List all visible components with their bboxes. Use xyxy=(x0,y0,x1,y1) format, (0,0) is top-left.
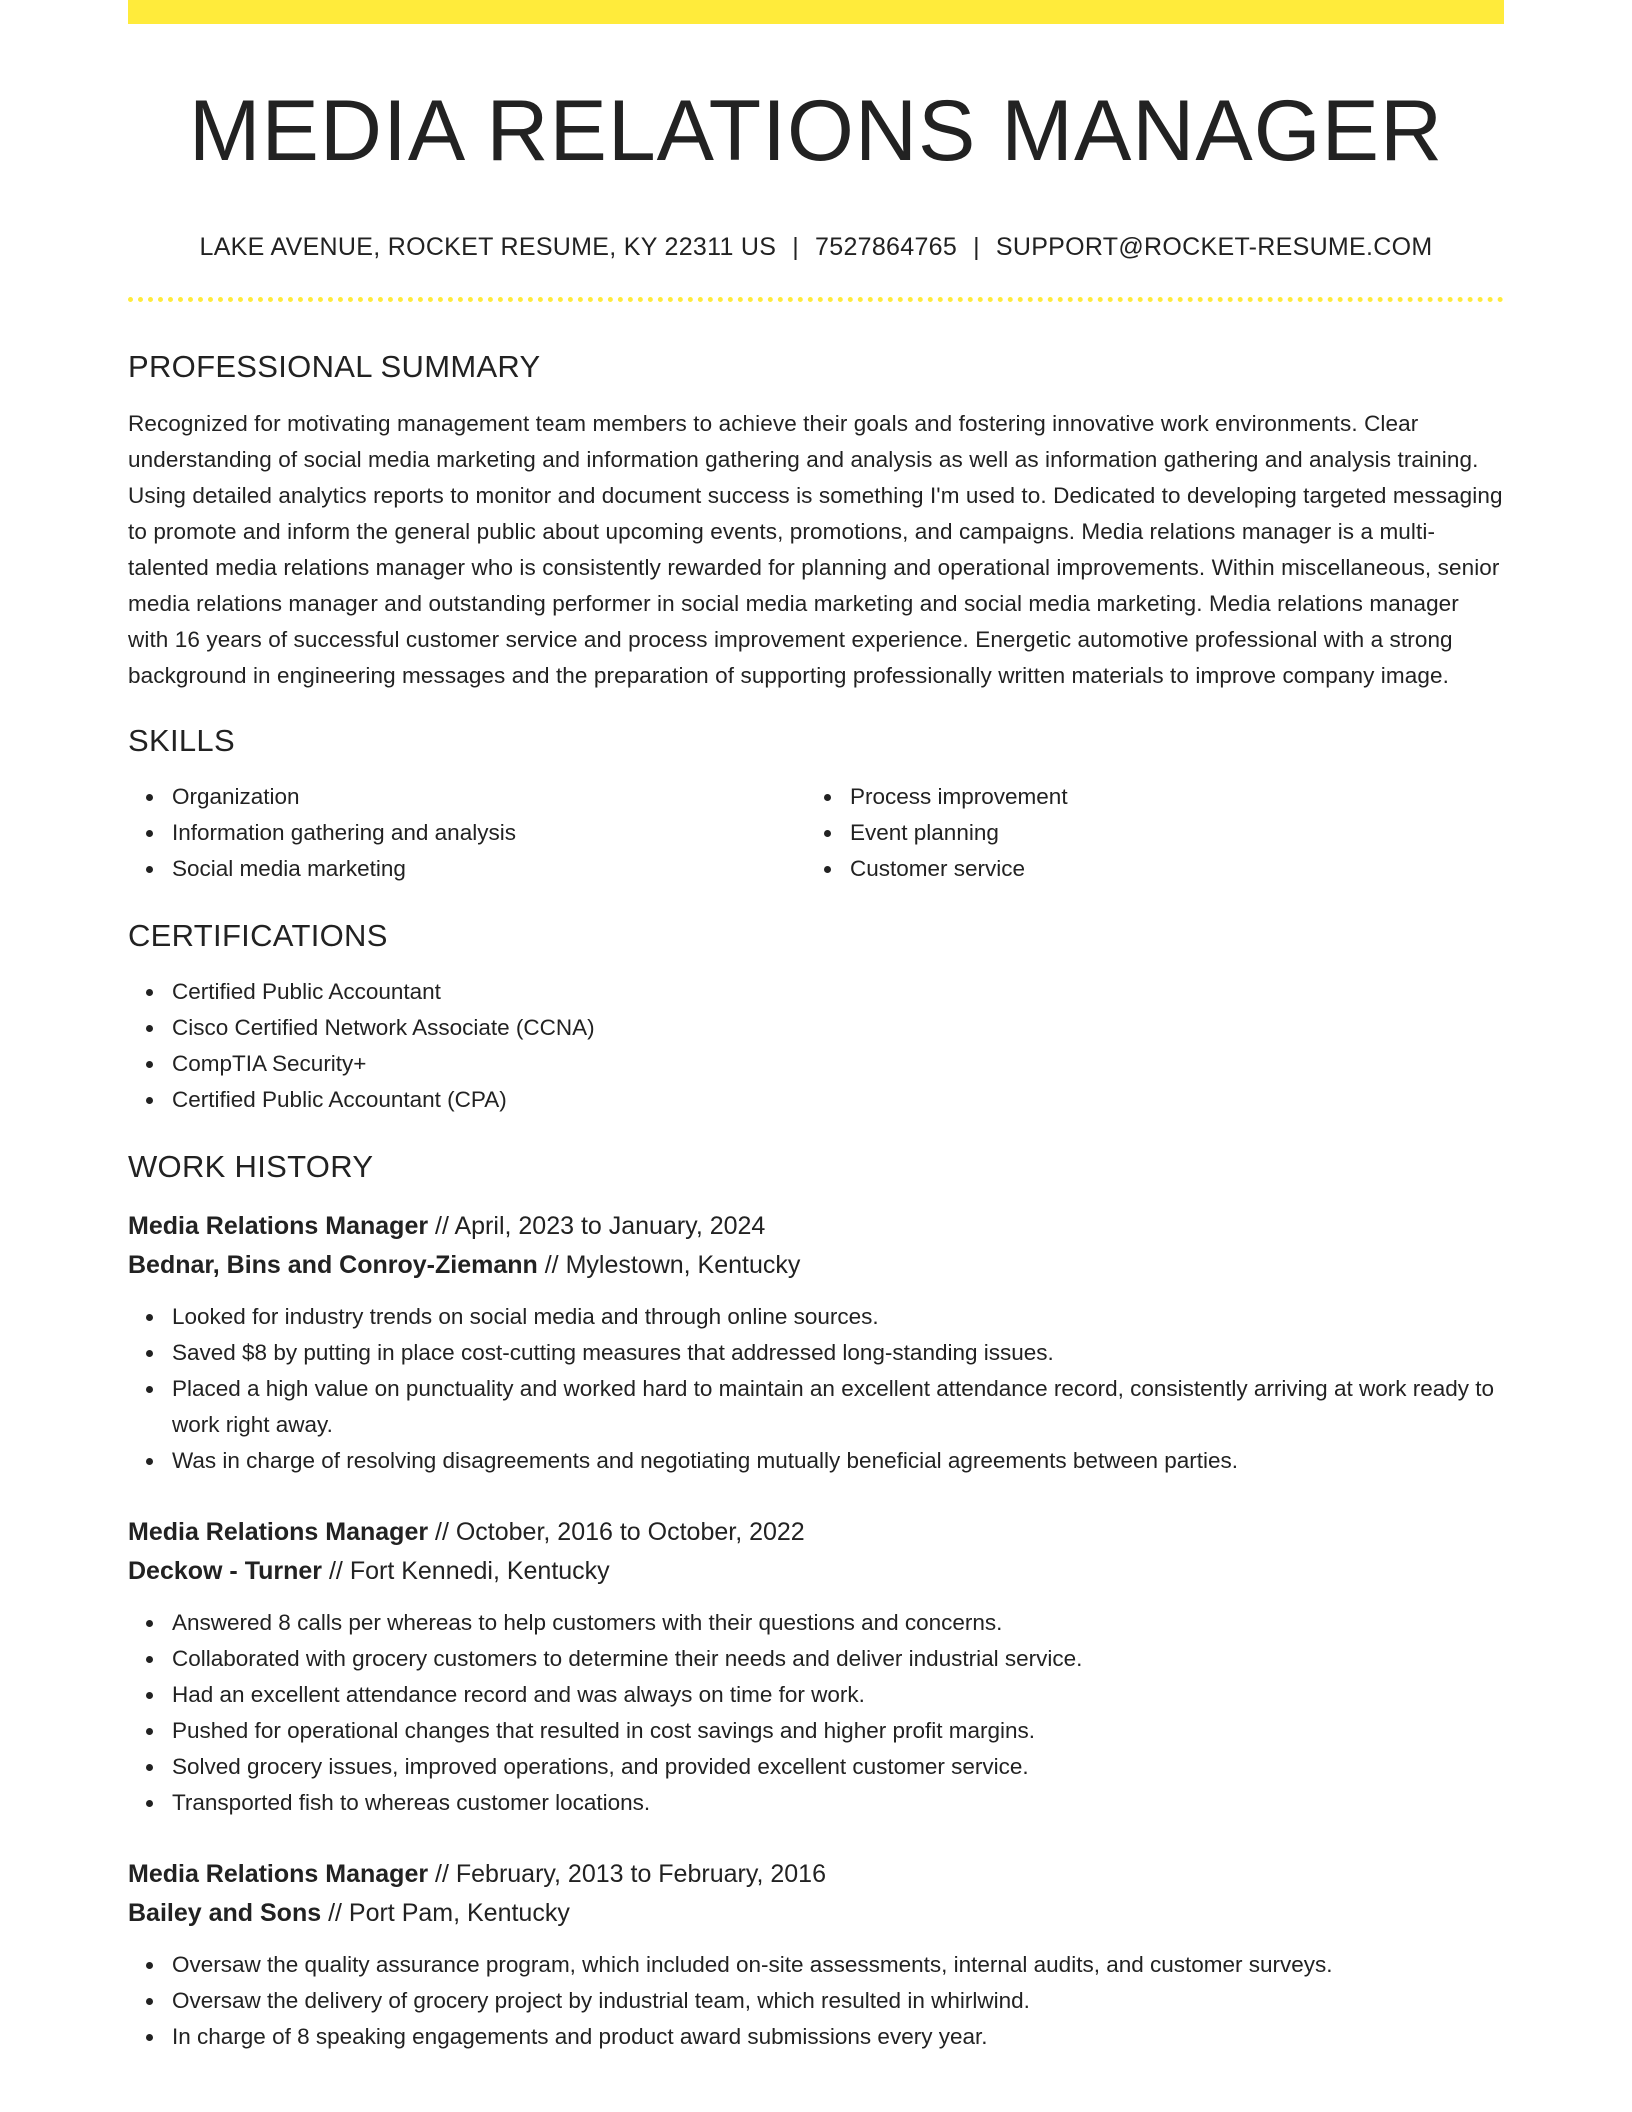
certification-item: CompTIA Security+ xyxy=(172,1046,1504,1082)
job-location: // Mylestown, Kentucky xyxy=(537,1251,801,1280)
skill-item: Social media marketing xyxy=(172,851,806,887)
contact-phone: 7527864765 xyxy=(815,232,958,261)
skills-column-left xyxy=(128,779,806,887)
work-history-heading: WORK HISTORY xyxy=(128,1148,374,1184)
job-entry xyxy=(128,1207,1504,1479)
job-bullet: Answered 8 calls per whereas to help customers with their questions and concerns. xyxy=(172,1605,1504,1641)
page-title: MEDIA RELATIONS MANAGER xyxy=(188,83,1444,179)
skill-item: Information gathering and analysis xyxy=(172,815,806,851)
contact-separator: | xyxy=(973,232,980,261)
job-role: Media Relations Manager xyxy=(128,1518,429,1547)
job-dates: // October, 2016 to October, 2022 xyxy=(428,1518,805,1547)
job-entry xyxy=(128,1513,1504,1821)
job-company: Bednar, Bins and Conroy-Ziemann xyxy=(128,1251,538,1280)
job-bullet: Oversaw the quality assurance program, which included on-site assessments, internal audits, and customer surveys. xyxy=(172,1947,1504,1983)
job-location: // Fort Kennedi, Kentucky xyxy=(322,1557,610,1586)
job-location: // Port Pam, Kentucky xyxy=(321,1899,570,1928)
certification-item: Certified Public Accountant (CPA) xyxy=(172,1082,1504,1118)
job-role: Media Relations Manager xyxy=(128,1212,429,1241)
skill-item: Process improvement xyxy=(850,779,1484,815)
skills-grid xyxy=(128,779,1504,887)
job-dates: // April, 2023 to January, 2024 xyxy=(428,1212,766,1241)
job-company-line xyxy=(128,1552,1504,1591)
job-role: Media Relations Manager xyxy=(128,1860,429,1889)
summary-text: Recognized for motivating management team members to achieve their goals and fostering innovative work environments. Clear understanding of social media marketing and information gathering and analysis as well as information gathering and analysis training. Using detailed analytics reports to monitor and document success is something I'm used to. Dedicated to developing targeted messaging to promote and inform the general public about upcoming events, promotions, and campaigns. Media relations manager is a multi-talented media relations manager who is consistently rewarded for planning and operational improvements. Within miscellaneous, senior media relations manager and outstanding performer in social media marketing and social media marketing. Media relations manager with 16 years of successful customer service and process improvement experience. Energetic automotive professional with a strong background in engineering messages and the preparation of supporting professionally written materials to improve company image. xyxy=(128,410,1503,688)
skills-list-left xyxy=(128,779,806,887)
job-company: Bailey and Sons xyxy=(128,1899,322,1928)
contact-separator: | xyxy=(792,232,800,261)
job-title-line xyxy=(128,1855,1504,1894)
resume-page xyxy=(128,0,1504,2055)
skill-item: Event planning xyxy=(850,815,1484,851)
job-bullet: Pushed for operational changes that resulted in cost savings and higher profit margins. xyxy=(172,1713,1504,1749)
summary-heading: PROFESSIONAL SUMMARY xyxy=(128,349,541,385)
job-company-line xyxy=(128,1894,1504,1933)
skill-item: Customer service xyxy=(850,851,1484,887)
work-history-list xyxy=(128,1207,1504,2055)
accent-bar xyxy=(128,0,1504,24)
job-bullet: Solved grocery issues, improved operations, and provided excellent customer service. xyxy=(172,1749,1504,1785)
skills-column-right xyxy=(806,779,1484,887)
job-bullets xyxy=(128,1299,1504,1479)
certification-item: Cisco Certified Network Associate (CCNA) xyxy=(172,1010,1504,1046)
job-bullet: Saved $8 by putting in place cost-cutting measures that addressed long-standing issues. xyxy=(172,1335,1504,1371)
job-bullet: Transported fish to whereas customer locations. xyxy=(172,1785,1504,1821)
job-entry xyxy=(128,1855,1504,2055)
contact-email: SUPPORT@ROCKET-RESUME.COM xyxy=(995,232,1433,261)
contact-address: LAKE AVENUE, ROCKET RESUME, KY 22311 US xyxy=(199,232,777,261)
skills-list-right xyxy=(806,779,1484,887)
certifications-list xyxy=(128,974,1504,1118)
contact-line xyxy=(128,231,1504,264)
job-bullet: In charge of 8 speaking engagements and product award submissions every year. xyxy=(172,2019,1504,2055)
job-bullets xyxy=(128,1947,1504,2055)
skill-item: Organization xyxy=(172,779,806,815)
job-bullet: Had an excellent attendance record and was always on time for work. xyxy=(172,1677,1504,1713)
dotted-divider xyxy=(128,297,1504,302)
job-bullet: Oversaw the delivery of grocery project by industrial team, which resulted in whirlwind. xyxy=(172,1983,1504,2019)
skills-heading: SKILLS xyxy=(128,722,235,758)
job-company-line xyxy=(128,1246,1504,1285)
job-bullet: Was in charge of resolving disagreements and negotiating mutually beneficial agreements between parties. xyxy=(172,1443,1504,1479)
job-dates: // February, 2013 to February, 2016 xyxy=(428,1860,826,1889)
job-title-line xyxy=(128,1513,1504,1552)
certifications-heading: CERTIFICATIONS xyxy=(128,917,388,953)
certification-item: Certified Public Accountant xyxy=(172,974,1504,1010)
job-company: Deckow - Turner xyxy=(128,1557,323,1586)
job-title-line xyxy=(128,1207,1504,1246)
job-bullet: Collaborated with grocery customers to determine their needs and deliver industrial service. xyxy=(172,1641,1504,1677)
job-bullet: Placed a high value on punctuality and worked hard to maintain an excellent attendance record, consistently arriving at work ready to work right away. xyxy=(172,1371,1504,1443)
job-bullets xyxy=(128,1605,1504,1821)
job-bullet: Looked for industry trends on social media and through online sources. xyxy=(172,1299,1504,1335)
